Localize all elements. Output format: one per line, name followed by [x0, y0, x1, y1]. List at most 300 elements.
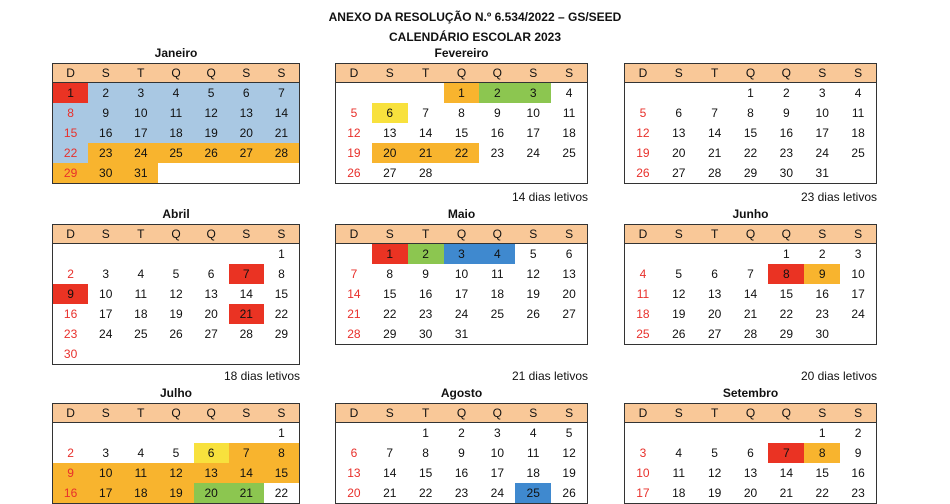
day-cell: 2: [408, 244, 444, 264]
month-calendar-0: [52, 63, 300, 184]
day-cell: 7: [747, 267, 754, 281]
day-cell: 23: [418, 307, 433, 321]
weekday-header: T: [408, 404, 444, 423]
day-cell: 9: [804, 264, 840, 284]
day-cell: 24: [851, 307, 865, 321]
day-cell: 15: [815, 466, 829, 480]
day-cell: 11: [562, 106, 576, 120]
day-cell: 22: [743, 146, 758, 160]
day-cell: 9: [494, 106, 501, 120]
day-cell: 8: [747, 106, 754, 120]
empty-cell: [661, 244, 697, 264]
weekday-header: D: [336, 64, 372, 83]
day-cell: 17: [815, 126, 829, 140]
empty-cell: [697, 244, 733, 264]
day-cell: 17: [99, 307, 113, 321]
empty-cell: [661, 423, 697, 443]
day-cell: 1: [372, 244, 408, 264]
day-cell: 22: [815, 486, 829, 500]
day-cell: 18: [123, 483, 158, 503]
empty-cell: [372, 423, 408, 443]
weekday-header: D: [625, 225, 661, 244]
empty-cell: [444, 163, 480, 183]
day-cell: 15: [743, 126, 758, 140]
day-cell: 26: [347, 166, 361, 180]
day-cell: 22: [274, 486, 289, 500]
day-cell: 28: [239, 327, 253, 341]
day-cell: 17: [88, 483, 123, 503]
weekday-header: Q: [768, 64, 804, 83]
empty-cell: [372, 83, 408, 103]
empty-cell: [840, 163, 876, 183]
day-cell: 20: [707, 307, 722, 321]
day-cell: 15: [779, 287, 794, 301]
day-cell: 23: [779, 146, 794, 160]
month-title-4: Maio: [447, 207, 476, 221]
day-cell: 7: [422, 106, 429, 120]
day-cell: 18: [672, 486, 686, 500]
weekday-header: S: [840, 64, 876, 83]
day-cell: 23: [63, 327, 78, 341]
day-cell: 14: [418, 126, 433, 140]
weekday-header: S: [372, 225, 408, 244]
day-cell: 20: [204, 307, 218, 321]
day-cell: 9: [53, 463, 88, 483]
day-cell: 18: [851, 126, 865, 140]
day-cell: 15: [53, 123, 88, 143]
day-cell: 31: [454, 327, 469, 341]
day-cell: 12: [707, 466, 722, 480]
day-cell: 6: [194, 443, 229, 463]
day-cell: 27: [672, 166, 686, 180]
day-cell: 25: [562, 146, 576, 160]
day-cell: 19: [526, 287, 540, 301]
day-cell: 23: [851, 486, 865, 500]
day-cell: 19: [169, 307, 183, 321]
day-cell: 20: [194, 483, 229, 503]
day-cell: 16: [454, 466, 469, 480]
day-cell: 26: [169, 327, 183, 341]
empty-cell: [123, 423, 158, 443]
day-cell: 7: [229, 264, 264, 284]
weekday-header: S: [551, 404, 587, 423]
empty-cell: [229, 163, 264, 183]
empty-cell: [194, 244, 229, 264]
empty-cell: [158, 244, 193, 264]
weekday-header: S: [264, 225, 299, 244]
weekday-header: S: [264, 64, 299, 83]
day-cell: 15: [264, 463, 299, 483]
school-days-note: 20 dias letivos: [800, 369, 877, 383]
day-cell: 24: [490, 486, 505, 500]
day-cell: 15: [454, 126, 469, 140]
day-cell: 22: [418, 486, 433, 500]
day-cell: 12: [194, 103, 229, 123]
weekday-header: T: [123, 64, 158, 83]
weekday-header: S: [88, 404, 123, 423]
day-cell: 28: [264, 143, 299, 163]
day-cell: 13: [562, 267, 576, 281]
day-cell: 4: [137, 267, 145, 281]
day-cell: 15: [418, 466, 433, 480]
empty-cell: [515, 163, 551, 183]
day-cell: 31: [815, 166, 829, 180]
month-calendar-1: [335, 63, 588, 184]
day-cell: 15: [383, 287, 397, 301]
day-cell: 23: [815, 307, 829, 321]
day-cell: 6: [207, 267, 215, 281]
empty-cell: [88, 344, 123, 364]
weekday-header: Q: [479, 225, 515, 244]
day-cell: 24: [99, 327, 113, 341]
day-cell: 22: [274, 307, 289, 321]
day-cell: 30: [815, 327, 829, 341]
weekday-header: T: [123, 404, 158, 423]
calendar-title: CALENDÁRIO ESCOLAR 2023: [388, 30, 562, 44]
empty-cell: [123, 344, 158, 364]
day-cell: 9: [783, 106, 790, 120]
day-cell: 16: [851, 466, 865, 480]
weekday-header: S: [551, 225, 587, 244]
month-calendar-8: [624, 403, 877, 504]
empty-cell: [408, 83, 444, 103]
empty-cell: [733, 244, 769, 264]
day-cell: 16: [53, 483, 88, 503]
empty-cell: [123, 244, 158, 264]
day-cell: 1: [444, 83, 480, 103]
day-cell: 6: [229, 83, 264, 103]
day-cell: 13: [204, 287, 218, 301]
day-cell: 20: [229, 123, 264, 143]
day-cell: 21: [707, 146, 722, 160]
day-cell: 11: [491, 267, 504, 281]
day-cell: 19: [347, 146, 361, 160]
day-cell: 3: [444, 244, 480, 264]
weekday-header: Q: [733, 225, 769, 244]
empty-cell: [53, 423, 88, 443]
weekday-header: D: [625, 404, 661, 423]
empty-cell: [733, 423, 769, 443]
day-cell: 18: [562, 126, 576, 140]
weekday-header: S: [840, 404, 876, 423]
month-title-7: Agosto: [440, 386, 483, 400]
empty-cell: [158, 163, 193, 183]
day-cell: 28: [707, 166, 722, 180]
month-calendar-5: [624, 224, 877, 345]
day-cell: 10: [636, 466, 650, 480]
day-cell: 26: [526, 307, 540, 321]
day-cell: 19: [672, 307, 686, 321]
day-cell: 21: [408, 143, 444, 163]
day-cell: 13: [707, 287, 722, 301]
weekday-header: S: [229, 64, 264, 83]
day-cell: 12: [562, 446, 576, 460]
day-cell: 21: [779, 486, 794, 500]
day-cell: 13: [194, 463, 229, 483]
day-cell: 19: [158, 483, 193, 503]
day-cell: 17: [851, 287, 865, 301]
day-cell: 24: [454, 307, 469, 321]
day-cell: 27: [204, 327, 218, 341]
month-title-3: Abril: [162, 207, 190, 221]
weekday-header: Q: [194, 225, 229, 244]
day-cell: 6: [747, 446, 754, 460]
day-cell: 27: [383, 166, 397, 180]
month-title-1: Fevereiro: [434, 46, 489, 60]
day-cell: 12: [158, 463, 193, 483]
day-cell: 27: [562, 307, 576, 321]
day-cell: 6: [711, 267, 718, 281]
empty-cell: [264, 163, 299, 183]
day-cell: 28: [418, 166, 433, 180]
day-cell: 2: [67, 446, 74, 460]
day-cell: 6: [350, 446, 358, 460]
empty-cell: [625, 423, 661, 443]
day-cell: 5: [194, 83, 229, 103]
empty-cell: [697, 83, 733, 103]
day-cell: 16: [418, 287, 433, 301]
day-cell: 14: [239, 287, 253, 301]
day-cell: 21: [383, 486, 397, 500]
day-cell: 26: [636, 166, 650, 180]
day-cell: 3: [123, 83, 158, 103]
month-title-0: Janeiro: [154, 46, 198, 60]
month-calendar-7: [335, 403, 588, 504]
empty-cell: [336, 244, 372, 264]
weekday-header: S: [229, 404, 264, 423]
day-cell: 11: [526, 446, 540, 460]
day-cell: 19: [707, 486, 722, 500]
day-cell: 13: [743, 466, 758, 480]
month-title-8: Setembro: [722, 386, 779, 400]
day-cell: 14: [264, 103, 299, 123]
weekday-header: S: [840, 225, 876, 244]
day-cell: 29: [779, 327, 794, 341]
day-cell: 16: [779, 126, 794, 140]
day-cell: 17: [454, 287, 469, 301]
day-cell: 4: [529, 426, 537, 440]
day-cell: 14: [707, 126, 722, 140]
day-cell: 17: [526, 126, 540, 140]
day-cell: 25: [636, 327, 650, 341]
day-cell: 25: [515, 483, 551, 503]
day-cell: 27: [229, 143, 264, 163]
empty-cell: [88, 244, 123, 264]
empty-cell: [551, 163, 587, 183]
day-cell: 23: [490, 146, 505, 160]
day-cell: 8: [768, 264, 804, 284]
weekday-header: Q: [479, 64, 515, 83]
day-cell: 18: [158, 123, 193, 143]
day-cell: 14: [383, 466, 397, 480]
weekday-header: T: [697, 225, 733, 244]
day-cell: 23: [88, 143, 123, 163]
empty-cell: [515, 324, 551, 344]
empty-cell: [88, 423, 123, 443]
day-cell: 3: [854, 247, 862, 261]
weekday-header: T: [408, 225, 444, 244]
day-cell: 4: [137, 446, 145, 460]
day-cell: 19: [194, 123, 229, 143]
day-cell: 29: [274, 327, 289, 341]
day-cell: 11: [134, 287, 148, 301]
day-cell: 20: [562, 287, 576, 301]
weekday-header: Q: [158, 225, 193, 244]
day-cell: 24: [123, 143, 158, 163]
weekday-header: Q: [194, 64, 229, 83]
day-cell: 10: [88, 463, 123, 483]
day-cell: 7: [350, 267, 358, 281]
day-cell: 19: [562, 466, 576, 480]
empty-cell: [53, 244, 88, 264]
day-cell: 11: [672, 466, 685, 480]
day-cell: 2: [818, 247, 826, 261]
month-title-5: Junho: [732, 207, 769, 221]
day-cell: 9: [854, 446, 862, 460]
day-cell: 4: [158, 83, 193, 103]
day-cell: 13: [347, 466, 361, 480]
weekday-header: D: [336, 225, 372, 244]
day-cell: 16: [490, 126, 505, 140]
weekday-header: Q: [194, 404, 229, 423]
weekday-header: Q: [733, 64, 769, 83]
day-cell: 4: [639, 267, 647, 281]
weekday-header: T: [123, 225, 158, 244]
day-cell: 9: [458, 446, 465, 460]
empty-cell: [264, 344, 299, 364]
weekday-header: S: [515, 404, 551, 423]
day-cell: 30: [88, 163, 123, 183]
weekday-header: D: [336, 404, 372, 423]
day-cell: 14: [779, 466, 794, 480]
day-cell: 11: [123, 463, 158, 483]
day-cell: 12: [169, 287, 183, 301]
day-cell: 11: [636, 287, 650, 301]
weekday-header: Q: [733, 404, 769, 423]
day-cell: 1: [422, 426, 429, 440]
day-cell: 18: [636, 307, 650, 321]
weekday-header: D: [53, 64, 88, 83]
day-cell: 30: [779, 166, 794, 180]
day-cell: 4: [675, 446, 683, 460]
day-cell: 3: [102, 267, 110, 281]
weekday-header: S: [661, 225, 697, 244]
weekday-header: T: [408, 64, 444, 83]
day-cell: 10: [526, 106, 540, 120]
day-cell: 1: [747, 86, 754, 100]
day-cell: 9: [88, 103, 123, 123]
weekday-header: Q: [479, 404, 515, 423]
day-cell: 29: [53, 163, 88, 183]
weekday-header: S: [661, 64, 697, 83]
empty-cell: [551, 324, 587, 344]
day-cell: 31: [123, 163, 158, 183]
day-cell: 5: [172, 446, 180, 460]
day-cell: 29: [743, 166, 758, 180]
resolution-title: ANEXO DA RESOLUÇÃO N.º 6.534/2022 – GS/SEED: [328, 10, 622, 24]
day-cell: 8: [422, 446, 429, 460]
weekday-header: Q: [768, 404, 804, 423]
day-cell: 6: [565, 247, 573, 261]
day-cell: 5: [350, 106, 358, 120]
weekday-header: Q: [444, 64, 480, 83]
day-cell: 5: [565, 426, 573, 440]
day-cell: 7: [264, 83, 299, 103]
day-cell: 5: [172, 267, 180, 281]
day-cell: 5: [675, 267, 683, 281]
day-cell: 1: [783, 247, 790, 261]
day-cell: 14: [347, 287, 361, 301]
day-cell: 12: [526, 267, 540, 281]
day-cell: 22: [53, 143, 88, 163]
weekday-header: D: [53, 404, 88, 423]
day-cell: 24: [526, 146, 540, 160]
month-calendar-3: [52, 224, 300, 365]
day-cell: 18: [134, 307, 148, 321]
empty-cell: [479, 163, 515, 183]
day-cell: 23: [454, 486, 469, 500]
month-calendar-6: [52, 403, 300, 504]
day-cell: 10: [851, 267, 865, 281]
day-cell: 24: [815, 146, 829, 160]
day-cell: 19: [636, 146, 650, 160]
weekday-header: S: [372, 404, 408, 423]
day-cell: 8: [458, 106, 465, 120]
day-cell: 1: [818, 426, 826, 440]
day-cell: 17: [490, 466, 505, 480]
day-cell: 15: [274, 287, 289, 301]
day-cell: 18: [526, 466, 540, 480]
day-cell: 28: [743, 327, 758, 341]
day-cell: 3: [494, 426, 501, 440]
school-days-note: 14 dias letivos: [511, 190, 588, 204]
weekday-header: Q: [768, 225, 804, 244]
day-cell: 10: [815, 106, 829, 120]
day-cell: 22: [444, 143, 480, 163]
day-cell: 8: [804, 443, 840, 463]
weekday-header: Q: [158, 404, 193, 423]
day-cell: 3: [818, 86, 826, 100]
day-cell: 26: [672, 327, 686, 341]
day-cell: 17: [123, 123, 158, 143]
day-cell: 20: [372, 143, 408, 163]
day-cell: 13: [383, 126, 397, 140]
weekday-header: Q: [444, 225, 480, 244]
weekday-header: S: [661, 404, 697, 423]
day-cell: 4: [854, 86, 862, 100]
day-cell: 14: [229, 463, 264, 483]
day-cell: 10: [99, 287, 113, 301]
day-cell: 13: [229, 103, 264, 123]
day-cell: 10: [490, 446, 505, 460]
day-cell: 2: [67, 267, 74, 281]
day-cell: 5: [529, 247, 537, 261]
day-cell: 20: [672, 146, 686, 160]
day-cell: 20: [347, 486, 361, 500]
empty-cell: [194, 344, 229, 364]
day-cell: 5: [711, 446, 718, 460]
day-cell: 16: [63, 307, 78, 321]
day-cell: 1: [278, 247, 285, 261]
day-cell: 12: [672, 287, 686, 301]
day-cell: 30: [418, 327, 433, 341]
day-cell: 8: [386, 267, 394, 281]
weekday-header: T: [697, 64, 733, 83]
school-days-note: 21 dias letivos: [511, 369, 588, 383]
weekday-header: T: [697, 404, 733, 423]
day-cell: 3: [639, 446, 647, 460]
day-cell: 25: [158, 143, 193, 163]
